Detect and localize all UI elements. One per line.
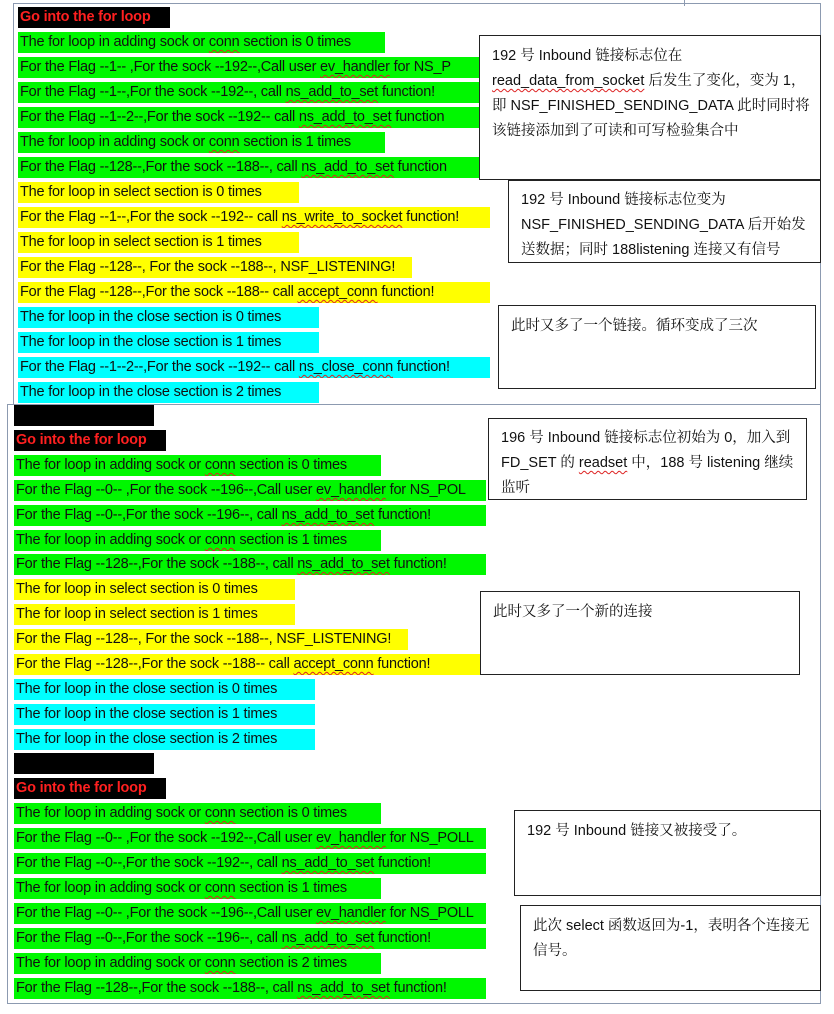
log-line: For the Flag --0--,For the sock --196--, call ns_add_to_set function!: [14, 505, 486, 526]
log-line: The for loop in the close section is 0 times: [14, 679, 315, 700]
log-line: For the Flag --1--2--,For the sock --192-- call ns_close_conn function!: [18, 357, 490, 378]
note-new-connection: [480, 591, 800, 675]
page-corner-mark: [684, 0, 685, 6]
note-text: 192 号 Inbound 链接标志位在 read_data_from_socket 后发生了变化，变为 1，即 NSF_FINISHED_SENDING_DATA 此时同时将该链接添加到了可读和可写检验集合中: [492, 48, 810, 139]
log-line: For the Flag --1--2--,For the sock --192-- call ns_add_to_set function: [18, 107, 490, 128]
log-line: The for loop in adding sock or conn section is 1 times: [18, 132, 385, 153]
note-text: 此时又多了一个链接。循环变成了三次: [511, 318, 758, 334]
log-line: For the Flag --1--,For the sock --192--, call ns_add_to_set function!: [18, 82, 490, 103]
note-192-sending: [508, 180, 821, 263]
note-three-loops: [498, 305, 816, 389]
log-line: The for loop in the close section is 2 times: [14, 729, 315, 750]
log-line: For the Flag --128--, For the sock --188--, NSF_LISTENING!: [14, 629, 408, 650]
log-line: The for loop in adding sock or conn section is 1 times: [14, 530, 381, 551]
black-bar: [14, 405, 154, 426]
log-line: The for loop in select section is 1 times: [14, 604, 295, 625]
log-line: For the Flag --128--,For the sock --188--, call ns_add_to_set function: [18, 157, 490, 178]
log-line: The for loop in adding sock or conn section is 0 times: [18, 32, 385, 53]
log-line: The for loop in select section is 0 times: [14, 579, 295, 600]
loop-header: Go into the for loop: [14, 778, 166, 799]
note-196-initial: [488, 418, 807, 500]
log-line: For the Flag --0--,For the sock --192--, call ns_add_to_set function!: [14, 853, 486, 874]
loop-header: Go into the for loop: [18, 7, 170, 28]
note-192-flag-change: [479, 35, 821, 180]
log-line: The for loop in adding sock or conn section is 1 times: [14, 878, 381, 899]
log-line: The for loop in the close section is 0 times: [18, 307, 319, 328]
note-192-accepted: [514, 810, 821, 896]
note-text: 此时又多了一个新的连接: [493, 604, 653, 620]
log-line: For the Flag --0-- ,For the sock --196--,Call user ev_handler for NS_POL: [14, 480, 486, 501]
black-bar: [14, 753, 154, 774]
loop-header: Go into the for loop: [14, 430, 166, 451]
note-text: 192 号 Inbound 链接又被接受了。: [527, 823, 747, 839]
log-line: For the Flag --128--,For the sock --188-- call accept_conn function!: [18, 282, 490, 303]
log-line: For the Flag --128--,For the sock --188-- call accept_conn function!: [14, 654, 486, 675]
log-line: The for loop in adding sock or conn section is 0 times: [14, 803, 381, 824]
note-text: 192 号 Inbound 链接标志位变为 NSF_FINISHED_SENDING_DATA 后开始发送数据；同时 188listening 连接又有信号: [521, 192, 806, 258]
log-line: For the Flag --0-- ,For the sock --192--,Call user ev_handler for NS_POLL: [14, 828, 486, 849]
log-line: For the Flag --0-- ,For the sock --196--,Call user ev_handler for NS_POLL: [14, 903, 486, 924]
log-line: The for loop in the close section is 1 times: [14, 704, 315, 725]
note-select-minus-one: [520, 905, 821, 991]
log-line: For the Flag --0--,For the sock --196--, call ns_add_to_set function!: [14, 928, 486, 949]
log-line: For the Flag --128--,For the sock --188--, call ns_add_to_set function!: [14, 978, 486, 999]
log-line: For the Flag --1-- ,For the sock --192--,Call user ev_handler for NS_P: [18, 57, 490, 78]
log-line: For the Flag --128--, For the sock --188--, NSF_LISTENING!: [18, 257, 412, 278]
log-line: The for loop in adding sock or conn section is 2 times: [14, 953, 381, 974]
log-line: The for loop in the close section is 1 times: [18, 332, 319, 353]
log-line: The for loop in the close section is 2 times: [18, 382, 319, 403]
log-line: For the Flag --128--,For the sock --188--, call ns_add_to_set function!: [14, 554, 486, 575]
log-line: The for loop in select section is 1 times: [18, 232, 299, 253]
log-line: The for loop in adding sock or conn section is 0 times: [14, 455, 381, 476]
log-line: For the Flag --1--,For the sock --192-- call ns_write_to_socket function!: [18, 207, 490, 228]
log-line: The for loop in select section is 0 times: [18, 182, 299, 203]
note-text: 196 号 Inbound 链接标志位初始为 0，加入到 FD_SET 的 readset 中，188 号 listening 继续监听: [501, 430, 794, 496]
note-text: 此次 select 函数返回为-1，表明各个连接无信号。: [533, 918, 810, 959]
